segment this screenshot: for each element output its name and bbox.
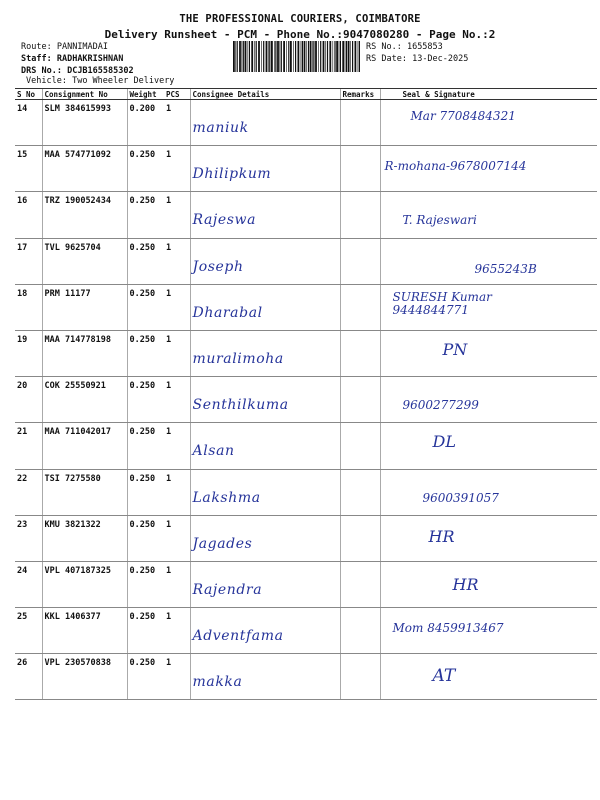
cell-weight: 0.250 — [127, 330, 164, 376]
cell-remarks — [340, 515, 380, 561]
cell-remarks — [340, 654, 380, 700]
cell-sno: 16 — [15, 192, 42, 238]
cell-consignee — [190, 561, 340, 607]
cell-consignee — [190, 608, 340, 654]
cell-consignment: MAA 574771092 — [42, 146, 127, 192]
cell-remarks — [340, 469, 380, 515]
cell-signature — [380, 284, 597, 330]
barcode-image — [233, 41, 361, 72]
cell-signature — [380, 146, 597, 192]
signature-handwriting: 9600277299 — [402, 398, 479, 413]
cell-consignment: KMU 3821322 — [42, 515, 127, 561]
cell-sno: 14 — [15, 100, 42, 146]
cell-consignee — [190, 469, 340, 515]
cell-consignee — [190, 284, 340, 330]
cell-pcs: 1 — [164, 423, 190, 469]
consignee-handwriting: Senthilkuma — [192, 397, 289, 414]
col-weight: Weight — [127, 89, 164, 100]
cell-pcs: 1 — [164, 100, 190, 146]
cell-consignment: PRM 11177 — [42, 284, 127, 330]
vehicle-value: Two Wheeler Delivery — [72, 76, 175, 86]
col-sno: S No — [15, 89, 42, 100]
cell-consignment: VPL 407187325 — [42, 561, 127, 607]
cell-remarks — [340, 100, 380, 146]
cell-sno: 18 — [15, 284, 42, 330]
cell-weight: 0.250 — [127, 608, 164, 654]
signature-handwriting: SURESH Kumar 9444844771 — [392, 289, 492, 317]
consignee-handwriting: Rajendra — [192, 581, 263, 598]
cell-signature — [380, 515, 597, 561]
cell-signature — [380, 423, 597, 469]
cell-pcs: 1 — [164, 469, 190, 515]
cell-sno: 23 — [15, 515, 42, 561]
route-line: Route: PANNIMADAI — [21, 42, 109, 52]
cell-signature — [380, 330, 597, 376]
col-remarks: Remarks — [340, 89, 380, 100]
col-signature: Seal & Signature — [380, 89, 597, 100]
cell-remarks — [340, 238, 380, 284]
cell-remarks — [340, 423, 380, 469]
vehicle-line: Vehicle: Two Wheeler Delivery — [26, 76, 175, 86]
cell-pcs: 1 — [164, 238, 190, 284]
cell-remarks — [340, 192, 380, 238]
cell-sno: 22 — [15, 469, 42, 515]
col-consignee: Consignee Details — [190, 89, 340, 100]
consignee-handwriting: Adventfama — [192, 628, 284, 645]
consignee-handwriting: Rajeswa — [192, 212, 257, 229]
cell-consignment: MAA 714778198 — [42, 330, 127, 376]
consignee-handwriting: Dharabal — [192, 304, 263, 321]
route-value: PANNIMADAI — [56, 42, 109, 52]
cell-signature — [380, 654, 597, 700]
cell-signature — [380, 192, 597, 238]
staff-value: RADHAKRISHNAN — [56, 54, 124, 64]
consignee-handwriting: maniuk — [192, 120, 249, 136]
signature-handwriting: PN — [442, 339, 468, 359]
cell-signature — [380, 100, 597, 146]
cell-consignee — [190, 423, 340, 469]
cell-weight: 0.250 — [127, 469, 164, 515]
cell-remarks — [340, 284, 380, 330]
cell-pcs: 1 — [164, 146, 190, 192]
cell-consignee — [190, 654, 340, 700]
table-row — [15, 608, 597, 654]
cell-consignment: VPL 230570838 — [42, 654, 127, 700]
page-subtitle: Delivery Runsheet - PCM - Phone No.:9047080280 - Page No.:2 — [104, 28, 496, 41]
table-row — [15, 100, 597, 146]
cell-consignment: SLM 384615993 — [42, 100, 127, 146]
table-row — [15, 377, 597, 423]
cell-consignee — [190, 192, 340, 238]
staff-line: Staff: RADHAKRISHNAN — [21, 54, 124, 64]
cell-consignment: TRZ 190052434 — [42, 192, 127, 238]
table-row — [15, 423, 597, 469]
cell-signature — [380, 377, 597, 423]
drs-value: DCJB165585302 — [67, 66, 134, 76]
consignee-handwriting: Lakshma — [192, 489, 261, 506]
col-pcs: PCS — [164, 89, 190, 100]
consignee-handwriting: Jagades — [192, 535, 253, 552]
cell-sno: 20 — [15, 377, 42, 423]
cell-consignee — [190, 377, 340, 423]
table-row — [15, 284, 597, 330]
cell-weight: 0.250 — [127, 654, 164, 700]
cell-pcs: 1 — [164, 561, 190, 607]
cell-remarks — [340, 561, 380, 607]
cell-consignee — [190, 100, 340, 146]
consignee-handwriting: Dhilipkum — [192, 166, 272, 183]
signature-handwriting: R-mohana-9678007144 — [384, 159, 527, 174]
cell-signature — [380, 608, 597, 654]
cell-sno: 25 — [15, 608, 42, 654]
table-row — [15, 330, 597, 376]
col-consignment: Consignment No — [42, 89, 127, 100]
cell-consignee — [190, 515, 340, 561]
signature-handwriting: AT — [432, 666, 456, 687]
cell-consignment: TSI 7275580 — [42, 469, 127, 515]
signature-handwriting: T. Rajeswari — [402, 213, 477, 228]
table-row — [15, 192, 597, 238]
cell-pcs: 1 — [164, 515, 190, 561]
cell-pcs: 1 — [164, 192, 190, 238]
cell-weight: 0.250 — [127, 238, 164, 284]
table-row — [15, 515, 597, 561]
cell-signature — [380, 238, 597, 284]
signature-handwriting: HR — [452, 574, 479, 594]
consignee-handwriting: muralimoha — [192, 350, 284, 367]
cell-sno: 19 — [15, 330, 42, 376]
cell-remarks — [340, 146, 380, 192]
table-row — [15, 469, 597, 515]
table-row — [15, 146, 597, 192]
signature-handwriting: Mar 7708484321 — [410, 109, 516, 123]
rs-no-value: 1655853 — [406, 42, 443, 52]
cell-consignment: TVL 9625704 — [42, 238, 127, 284]
cell-consignment: KKL 1406377 — [42, 608, 127, 654]
rs-date-line: RS Date: 13-Dec-2025 — [366, 54, 469, 64]
cell-sno: 26 — [15, 654, 42, 700]
table-row — [15, 561, 597, 607]
cell-consignee — [190, 146, 340, 192]
rs-date-value: 13-Dec-2025 — [412, 54, 469, 64]
cell-weight: 0.250 — [127, 146, 164, 192]
cell-pcs: 1 — [164, 654, 190, 700]
table-row — [15, 238, 597, 284]
cell-remarks — [340, 377, 380, 423]
cell-signature — [380, 469, 597, 515]
cell-sno: 17 — [15, 238, 42, 284]
signature-handwriting: 9655243B — [474, 261, 537, 276]
cell-remarks — [340, 330, 380, 376]
table-header-row — [15, 89, 597, 100]
cell-sno: 15 — [15, 146, 42, 192]
cell-weight: 0.250 — [127, 284, 164, 330]
signature-handwriting: 9600391057 — [422, 490, 499, 505]
cell-remarks — [340, 608, 380, 654]
cell-pcs: 1 — [164, 330, 190, 376]
cell-signature — [380, 561, 597, 607]
consignee-handwriting: Alsan — [192, 443, 235, 460]
signature-handwriting: Mom 8459913467 — [392, 621, 504, 636]
cell-weight: 0.250 — [127, 423, 164, 469]
cell-pcs: 1 — [164, 377, 190, 423]
signature-handwriting: HR — [428, 526, 455, 546]
cell-sno: 24 — [15, 561, 42, 607]
cell-weight: 0.250 — [127, 561, 164, 607]
cell-weight: 0.250 — [127, 192, 164, 238]
runsheet-table — [15, 88, 597, 700]
cell-consignee — [190, 238, 340, 284]
cell-weight: 0.200 — [127, 100, 164, 146]
rs-no-line: RS No.: 1655853 — [366, 42, 443, 52]
consignee-handwriting: makka — [192, 674, 243, 691]
cell-consignment: MAA 711042017 — [42, 423, 127, 469]
cell-weight: 0.250 — [127, 377, 164, 423]
table-row — [15, 654, 597, 700]
page-title: THE PROFESSIONAL COURIERS, COIMBATORE — [179, 13, 421, 25]
cell-sno: 21 — [15, 423, 42, 469]
signature-handwriting: DL — [432, 432, 456, 452]
cell-pcs: 1 — [164, 608, 190, 654]
cell-pcs: 1 — [164, 284, 190, 330]
cell-weight: 0.250 — [127, 515, 164, 561]
cell-consignee — [190, 330, 340, 376]
consignee-handwriting: Joseph — [192, 258, 244, 275]
drs-line: DRS No.: DCJB165585302 — [21, 66, 134, 76]
cell-consignment: COK 25550921 — [42, 377, 127, 423]
